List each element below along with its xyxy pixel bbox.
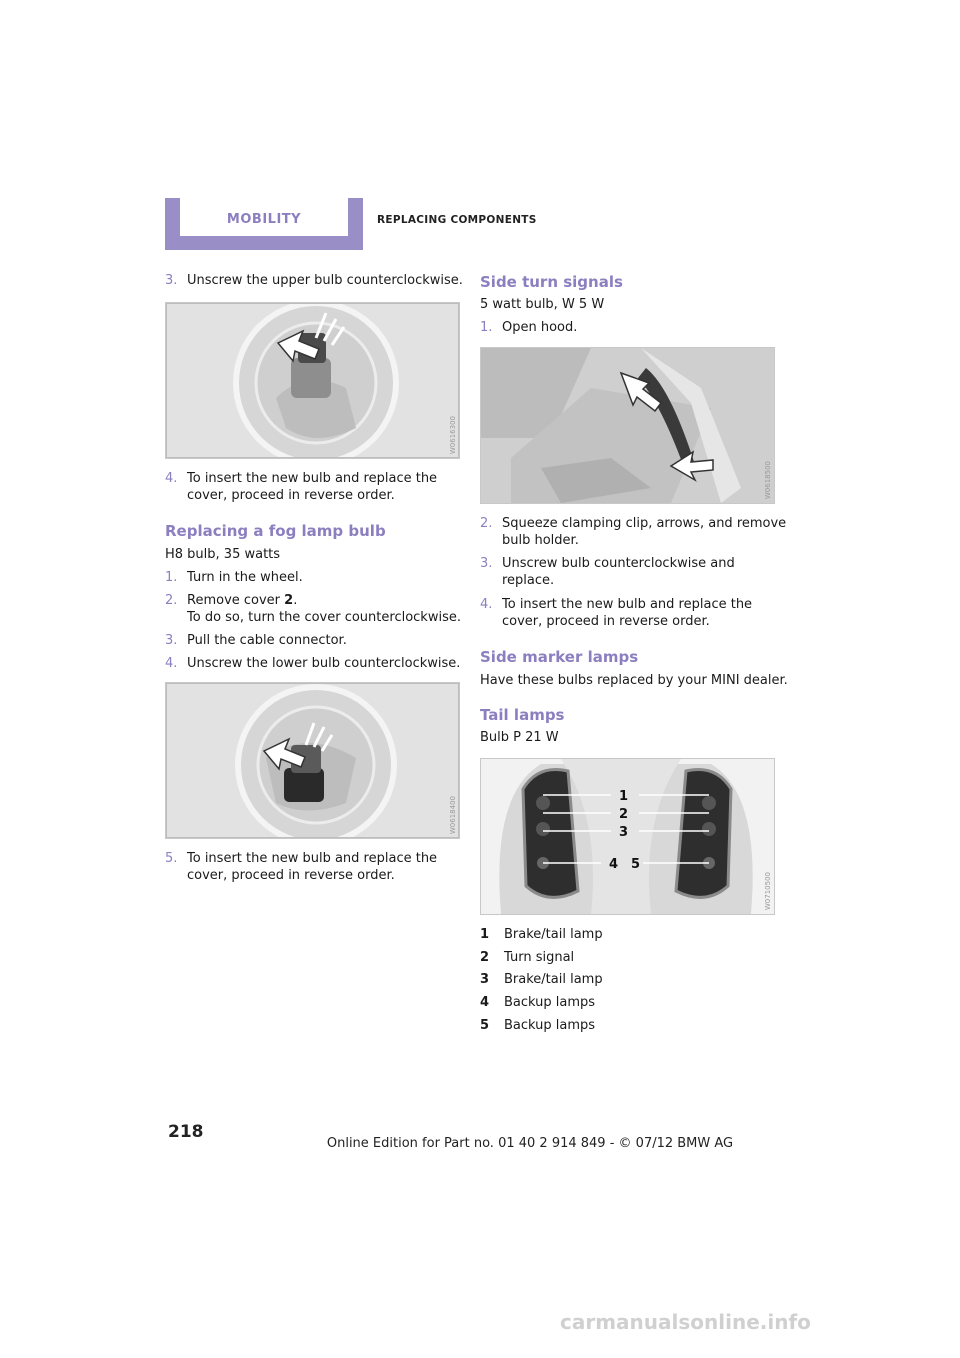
fog-step-3: 3. Pull the cable connector. [165, 633, 347, 648]
tail-callout-5: 5 [631, 857, 641, 872]
figure-lower-bulb [165, 682, 460, 839]
tail-callout-1: 1 [619, 789, 629, 804]
chapter-title: REPLACING COMPONENTS [377, 214, 537, 226]
upper-bulb-illustration [166, 303, 459, 458]
fog-step-2: 2. Remove cover 2. To do so, turn the cover counterclockwise. [165, 593, 461, 625]
fog-step-1: 1. Turn in the wheel. [165, 570, 303, 585]
tail-callout-2: 2 [619, 807, 629, 822]
tail-callout-4: 4 [609, 857, 619, 872]
figure-code: W0618400 [449, 795, 457, 834]
side-turn-step-2: 2. Squeeze clamping clip, arrows, and remove bulb holder. [480, 516, 787, 548]
figure-code: W0616300 [449, 415, 457, 454]
side-marker-text: Have these bulbs replaced by your MINI dealer. [480, 673, 788, 688]
edition-footer: Online Edition for Part no. 01 40 2 914 849 - © 07/12 BMW AG [326, 1136, 734, 1151]
fog-step-5: 5. To insert the new bulb and replace the cover, proceed in reverse order. [165, 851, 438, 883]
page-number: 218 [168, 1122, 204, 1142]
legend-row: 3 Brake/tail lamp [480, 972, 603, 987]
side-turn-step-4: 4. To insert the new bulb and replace the cover, proceed in reverse order. [480, 597, 753, 629]
figure-tail-lamps [480, 758, 775, 915]
figure-upper-bulb [165, 302, 460, 459]
heading-side-turn-signals: Side turn signals [480, 273, 623, 291]
legend-row: 1 Brake/tail lamp [480, 927, 603, 942]
watermark: carmanualsonline.info [560, 1310, 811, 1334]
heading-tail-lamps: Tail lamps [480, 706, 565, 724]
legend-row: 4 Backup lamps [480, 995, 596, 1010]
heading-side-marker-lamps: Side marker lamps [480, 648, 639, 666]
fog-step-4: 4. Unscrew the lower bulb counterclockwise. [165, 656, 461, 671]
fog-lamp-spec: H8 bulb, 35 watts [165, 547, 281, 562]
tail-callout-3: 3 [619, 825, 629, 840]
side-turn-step-3: 3. Unscrew bulb counterclockwise and replace. [480, 556, 735, 588]
lower-bulb-illustration [166, 683, 459, 838]
legend-row: 2 Turn signal [480, 950, 575, 965]
figure-code: W0618500 [764, 460, 772, 499]
step-reverse-order-1: 4. To insert the new bulb and replace the cover, proceed in reverse order. [165, 471, 438, 503]
step-unscrew-upper: 3. Unscrew the upper bulb counterclockwise. [165, 273, 463, 288]
tail-lamps-spec: Bulb P 21 W [480, 730, 559, 745]
side-turn-spec: 5 watt bulb, W 5 W [480, 297, 605, 312]
side-turn-step-1: 1. Open hood. [480, 320, 578, 335]
legend-row: 5 Backup lamps [480, 1018, 596, 1033]
figure-code: W0710500 [764, 871, 772, 910]
figure-side-turn-signal [480, 347, 775, 504]
tail-lamps-illustration [481, 759, 774, 914]
heading-fog-lamp: Replacing a fog lamp bulb [165, 522, 386, 540]
side-turn-illustration [481, 348, 774, 503]
section-tab-label: MOBILITY [226, 212, 302, 227]
